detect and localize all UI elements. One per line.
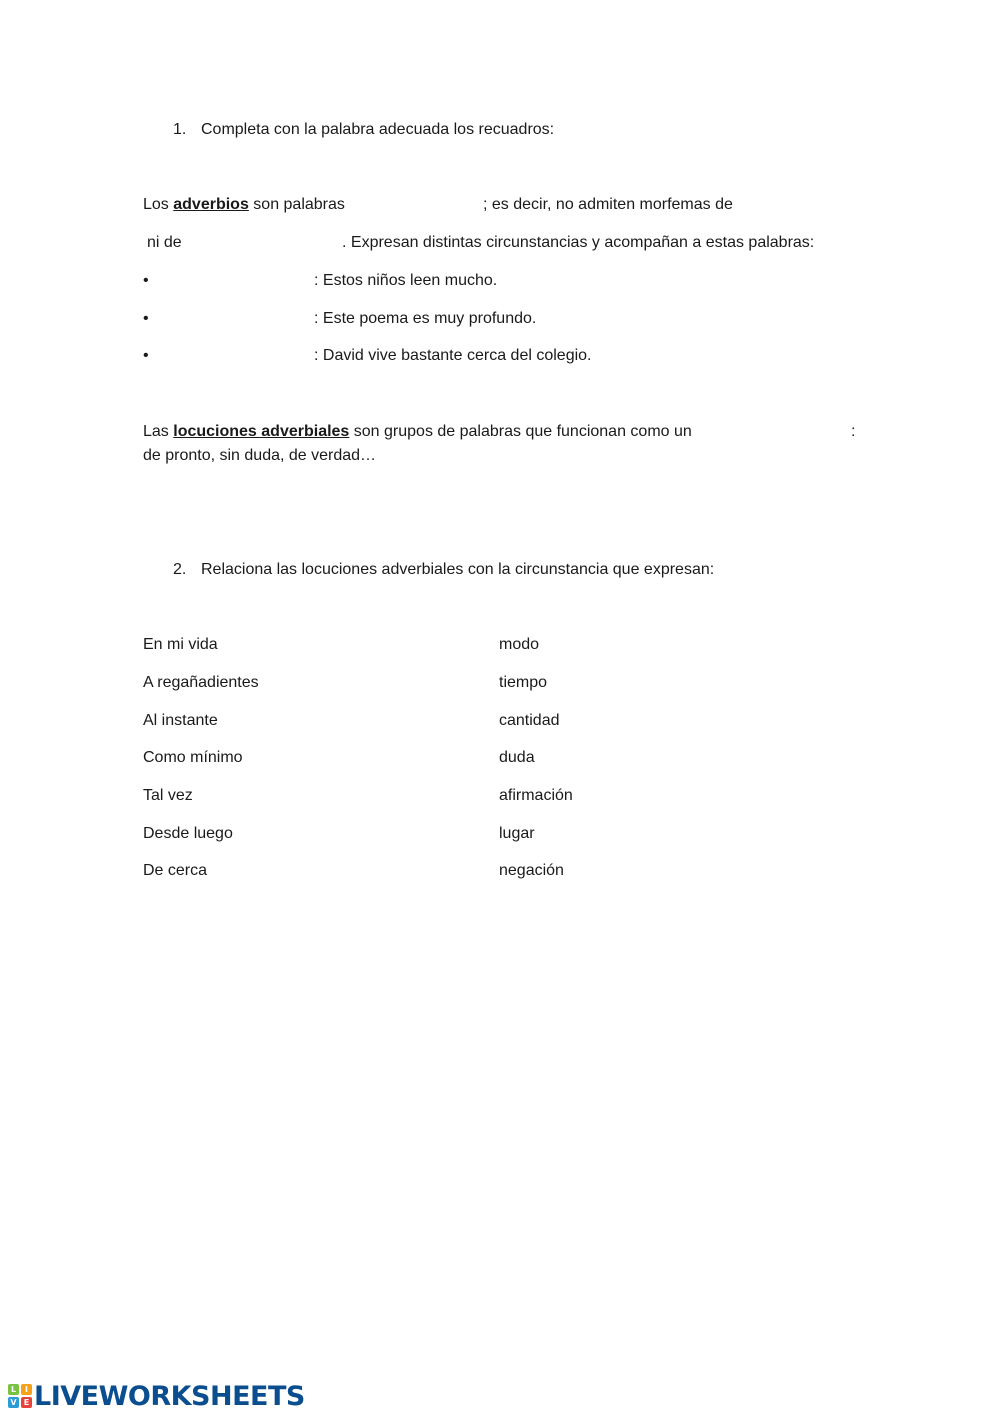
exercise-1-instruction: Completa con la palabra adecuada los recuadros:: [201, 121, 555, 138]
logo-block-i: I: [21, 1384, 32, 1395]
blank-bullet-2[interactable]: [160, 307, 314, 331]
blank-morfemas-type[interactable]: [190, 231, 344, 255]
exercise-2-number: 2.: [173, 561, 187, 578]
circunstancia-item[interactable]: modo: [499, 636, 540, 653]
blank-adverbios-type[interactable]: [352, 193, 484, 217]
liveworksheets-logo: [8, 1380, 305, 1412]
circunstancia-item[interactable]: duda: [499, 749, 535, 766]
p2-after-blank-text: . Expresan distintas circunstancias y acompañan a estas palabras:: [342, 234, 815, 251]
circunstancia-item[interactable]: negación: [499, 862, 564, 879]
locuciones-keyword: locuciones adverbiales: [173, 423, 350, 440]
exercise-1-heading: [173, 120, 554, 140]
p3-after-blank-text: :: [851, 423, 856, 440]
circunstancia-item[interactable]: tiempo: [499, 674, 548, 691]
bullet-3-example: : David vive bastante cerca del colegio.: [314, 347, 592, 364]
p2-before-text: ni de: [147, 234, 182, 251]
p3-examples-text: de pronto, sin duda, de verdad…: [143, 447, 377, 464]
logo-block-e: E: [21, 1397, 32, 1408]
exercise-2-heading: [173, 560, 714, 580]
locuciones-line-1: [143, 422, 692, 442]
p3-before-text: Las: [143, 423, 174, 440]
p1-before-text: Los: [143, 196, 174, 213]
bullet-3-symbol: •: [143, 347, 149, 364]
bullet-2-example: : Este poema es muy profundo.: [314, 310, 537, 327]
bullet-1-symbol: •: [143, 272, 149, 289]
p1-after-keyword-text: son palabras: [248, 196, 345, 213]
circunstancia-item[interactable]: lugar: [499, 825, 535, 842]
locucion-item[interactable]: De cerca: [143, 862, 208, 879]
logo-block-v: V: [8, 1397, 19, 1408]
circunstancia-item[interactable]: afirmación: [499, 787, 573, 804]
blank-locucion-function[interactable]: [712, 420, 850, 444]
logo-text: LIVEWORKSHEETS: [34, 1380, 305, 1412]
p1-after-blank-text: ; es decir, no admiten morfemas de: [483, 196, 733, 213]
bullet-2-symbol: •: [143, 310, 149, 327]
blank-bullet-3[interactable]: [160, 344, 314, 368]
exercise-1-number: 1.: [173, 121, 187, 138]
logo-blocks-icon: [8, 1384, 32, 1408]
locucion-item[interactable]: Al instante: [143, 712, 218, 729]
circunstancia-item[interactable]: cantidad: [499, 712, 560, 729]
bullet-1-example: : Estos niños leen mucho.: [314, 272, 498, 289]
exercise-2-instruction: Relaciona las locuciones adverbiales con la circunstancia que expresan:: [201, 561, 715, 578]
adverbios-keyword: adverbios: [173, 196, 249, 213]
locucion-item[interactable]: Desde luego: [143, 825, 233, 842]
locucion-item[interactable]: Tal vez: [143, 787, 193, 804]
blank-bullet-1[interactable]: [160, 269, 314, 293]
locucion-item[interactable]: En mi vida: [143, 636, 218, 653]
adverbios-line-1: [143, 195, 345, 215]
p3-after-keyword-text: son grupos de palabras que funcionan como un: [349, 423, 692, 440]
logo-block-l: L: [8, 1384, 19, 1395]
locucion-item[interactable]: A regañadientes: [143, 674, 259, 691]
locucion-item[interactable]: Como mínimo: [143, 749, 243, 766]
